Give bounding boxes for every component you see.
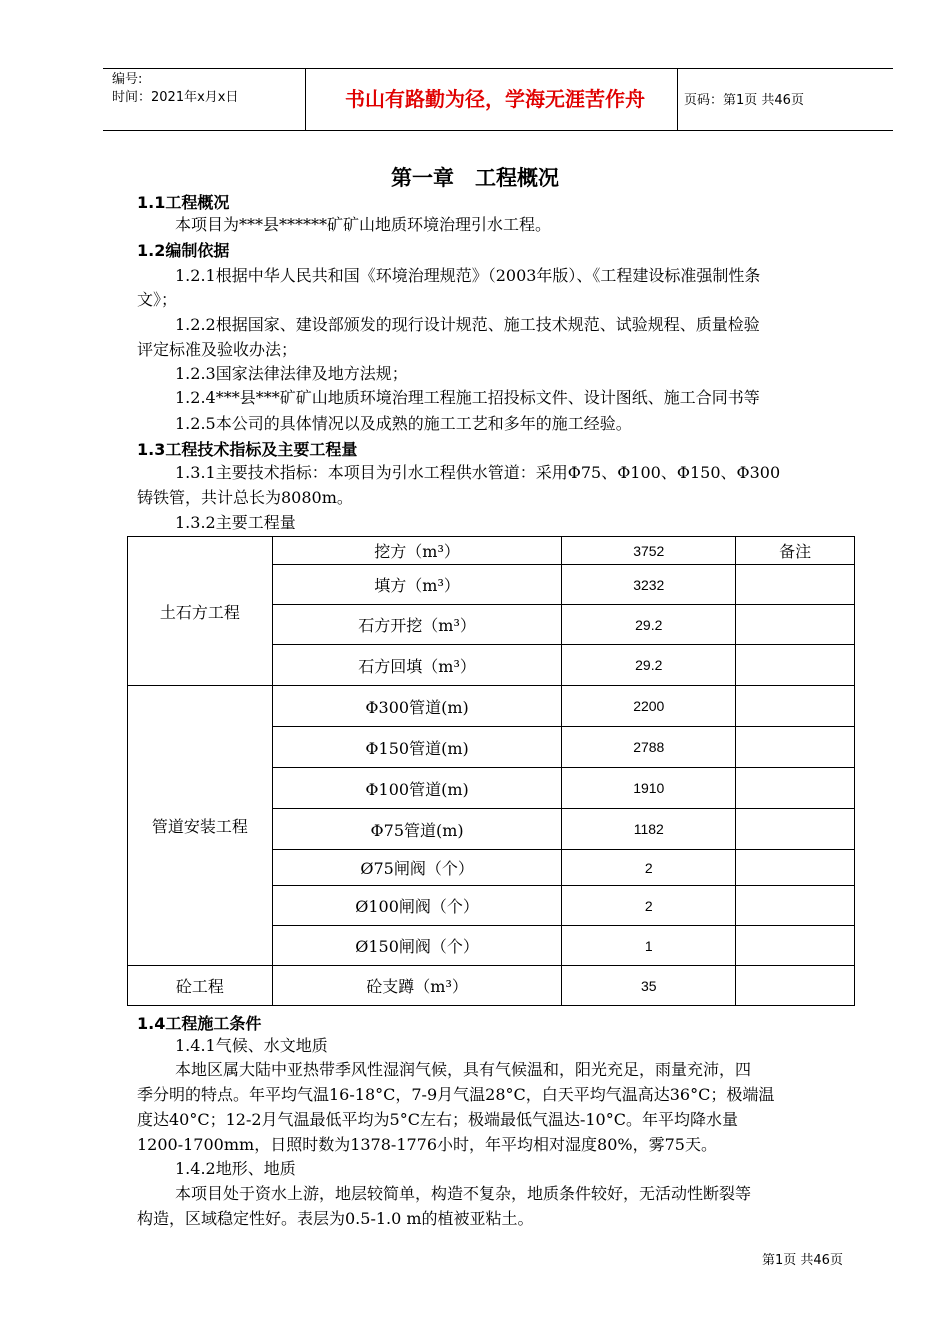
value-cell: 2788 (562, 727, 736, 768)
paragraph: 本地区属大陆中亚热带季风性湿润气候，具有气候温和，阳光充足，雨量充沛，四 (175, 1060, 752, 1079)
paragraph: 1.4.1气候、水文地质 (175, 1036, 328, 1055)
value-cell: 3752 (562, 537, 736, 565)
value-cell: 2 (562, 850, 736, 886)
paragraph: 季分明的特点。年平均气温16-18°C，7-9月气温28°C，白天平均气温高达36°C；极端温 (137, 1085, 775, 1104)
item-cell: 挖方（m³） (272, 537, 562, 565)
remark-cell (736, 966, 855, 1006)
group-cell-concrete: 砼工程 (128, 966, 273, 1006)
value-cell: 3232 (562, 565, 736, 605)
item-cell: Ø75闸阀（个） (272, 850, 562, 886)
paragraph: 1.3.2主要工程量 (175, 513, 296, 532)
remark-cell (736, 926, 855, 966)
header-meta (112, 71, 238, 107)
remark-cell (736, 886, 855, 926)
section-heading-1-1: 1.1工程概况 (137, 193, 230, 212)
remark-cell (736, 727, 855, 768)
value-cell: 29.2 (562, 645, 736, 686)
section-heading-1-4: 1.4工程施工条件 (137, 1014, 262, 1033)
header-time: 时间：2021年x月x日 (112, 90, 239, 105)
paragraph: 度达40°C；12-2月气温最低平均为5°C左右；极端最低气温达-10°C。年平均降水量 (137, 1110, 738, 1129)
value-cell: 35 (562, 966, 736, 1006)
header-number: 编号: (112, 72, 143, 87)
value-cell: 1 (562, 926, 736, 966)
item-cell: Ø100闸阀（个） (272, 886, 562, 926)
paragraph: 本项目处于资水上游，地层较简单，构造不复杂，地质条件较好，无活动性断裂等 (175, 1184, 752, 1203)
header-divider (677, 69, 678, 130)
item-cell: 砼支蹲（m³） (272, 966, 562, 1006)
item-cell: Ø150闸阀（个） (272, 926, 562, 966)
remark-cell (736, 809, 855, 850)
paragraph: 本项目为***县******矿矿山地质环境治理引水工程。 (175, 215, 552, 234)
item-cell: Φ150管道(m) (272, 727, 562, 768)
remark-cell (736, 645, 855, 686)
value-cell: 1182 (562, 809, 736, 850)
paragraph: 文》； (137, 290, 178, 309)
header-motto: 书山有路勤为径，学海无涯苦作舟 (345, 87, 645, 111)
paragraph: 评定标准及验收办法； (137, 340, 298, 359)
remark-cell (736, 686, 855, 727)
header-divider (305, 69, 306, 130)
table-row (128, 686, 855, 727)
remark-cell (736, 605, 855, 645)
paragraph: 1.2.4***县***矿矿山地质环境治理工程施工招投标文件、设计图纸、施工合同书等 (175, 388, 760, 407)
value-cell: 29.2 (562, 605, 736, 645)
header-page-info: 页码：第1页 共46页 (684, 93, 804, 108)
quantities-table (127, 536, 855, 1006)
remark-cell (736, 768, 855, 809)
remark-cell (736, 565, 855, 605)
group-cell-pipe: 管道安装工程 (128, 686, 273, 966)
chapter-title: 第一章 工程概况 (391, 166, 559, 190)
paragraph: 1.2.3国家法律法律及地方法规； (175, 364, 408, 383)
item-cell: 填方（m³） (272, 565, 562, 605)
remark-header: 备注 (736, 537, 855, 565)
item-cell: Φ300管道(m) (272, 686, 562, 727)
item-cell: Φ75管道(m) (272, 809, 562, 850)
table-row (128, 537, 855, 565)
paragraph: 1.3.1主要技术指标：本项目为引水工程供水管道：采用Φ75、Φ100、Φ150、Φ300 (175, 463, 781, 482)
value-cell: 2200 (562, 686, 736, 727)
paragraph: 1.2.1根据中华人民共和国《环境治理规范》（2003年版）、《工程建设标准强制性条 (175, 266, 761, 285)
paragraph: 1.2.2根据国家、建设部颁发的现行设计规范、施工技术规范、试验规程、质量检验 (175, 315, 760, 334)
paragraph: 1.2.5本公司的具体情况以及成熟的施工工艺和多年的施工经验。 (175, 414, 632, 433)
paragraph: 1.4.2地形、地质 (175, 1159, 296, 1178)
paragraph: 铸铁管，共计总长为8080m。 (137, 488, 353, 507)
value-cell: 2 (562, 886, 736, 926)
page-footer: 第1页 共46页 (762, 1253, 843, 1268)
item-cell: 石方开挖（m³） (272, 605, 562, 645)
group-cell-earthwork: 土石方工程 (128, 537, 273, 686)
section-heading-1-2: 1.2编制依据 (137, 241, 230, 260)
paragraph: 构造，区域稳定性好。表层为0.5-1.0 m的植被亚粘土。 (137, 1209, 534, 1228)
paragraph: 1200-1700mm，日照时数为1378-1776小时，年平均相对湿度80%，雾75天。 (137, 1135, 717, 1154)
item-cell: 石方回填（m³） (272, 645, 562, 686)
remark-cell (736, 850, 855, 886)
value-cell: 1910 (562, 768, 736, 809)
page-header (103, 68, 893, 131)
section-heading-1-3: 1.3工程技术指标及主要工程量 (137, 440, 358, 459)
table-row (128, 966, 855, 1006)
item-cell: Φ100管道(m) (272, 768, 562, 809)
